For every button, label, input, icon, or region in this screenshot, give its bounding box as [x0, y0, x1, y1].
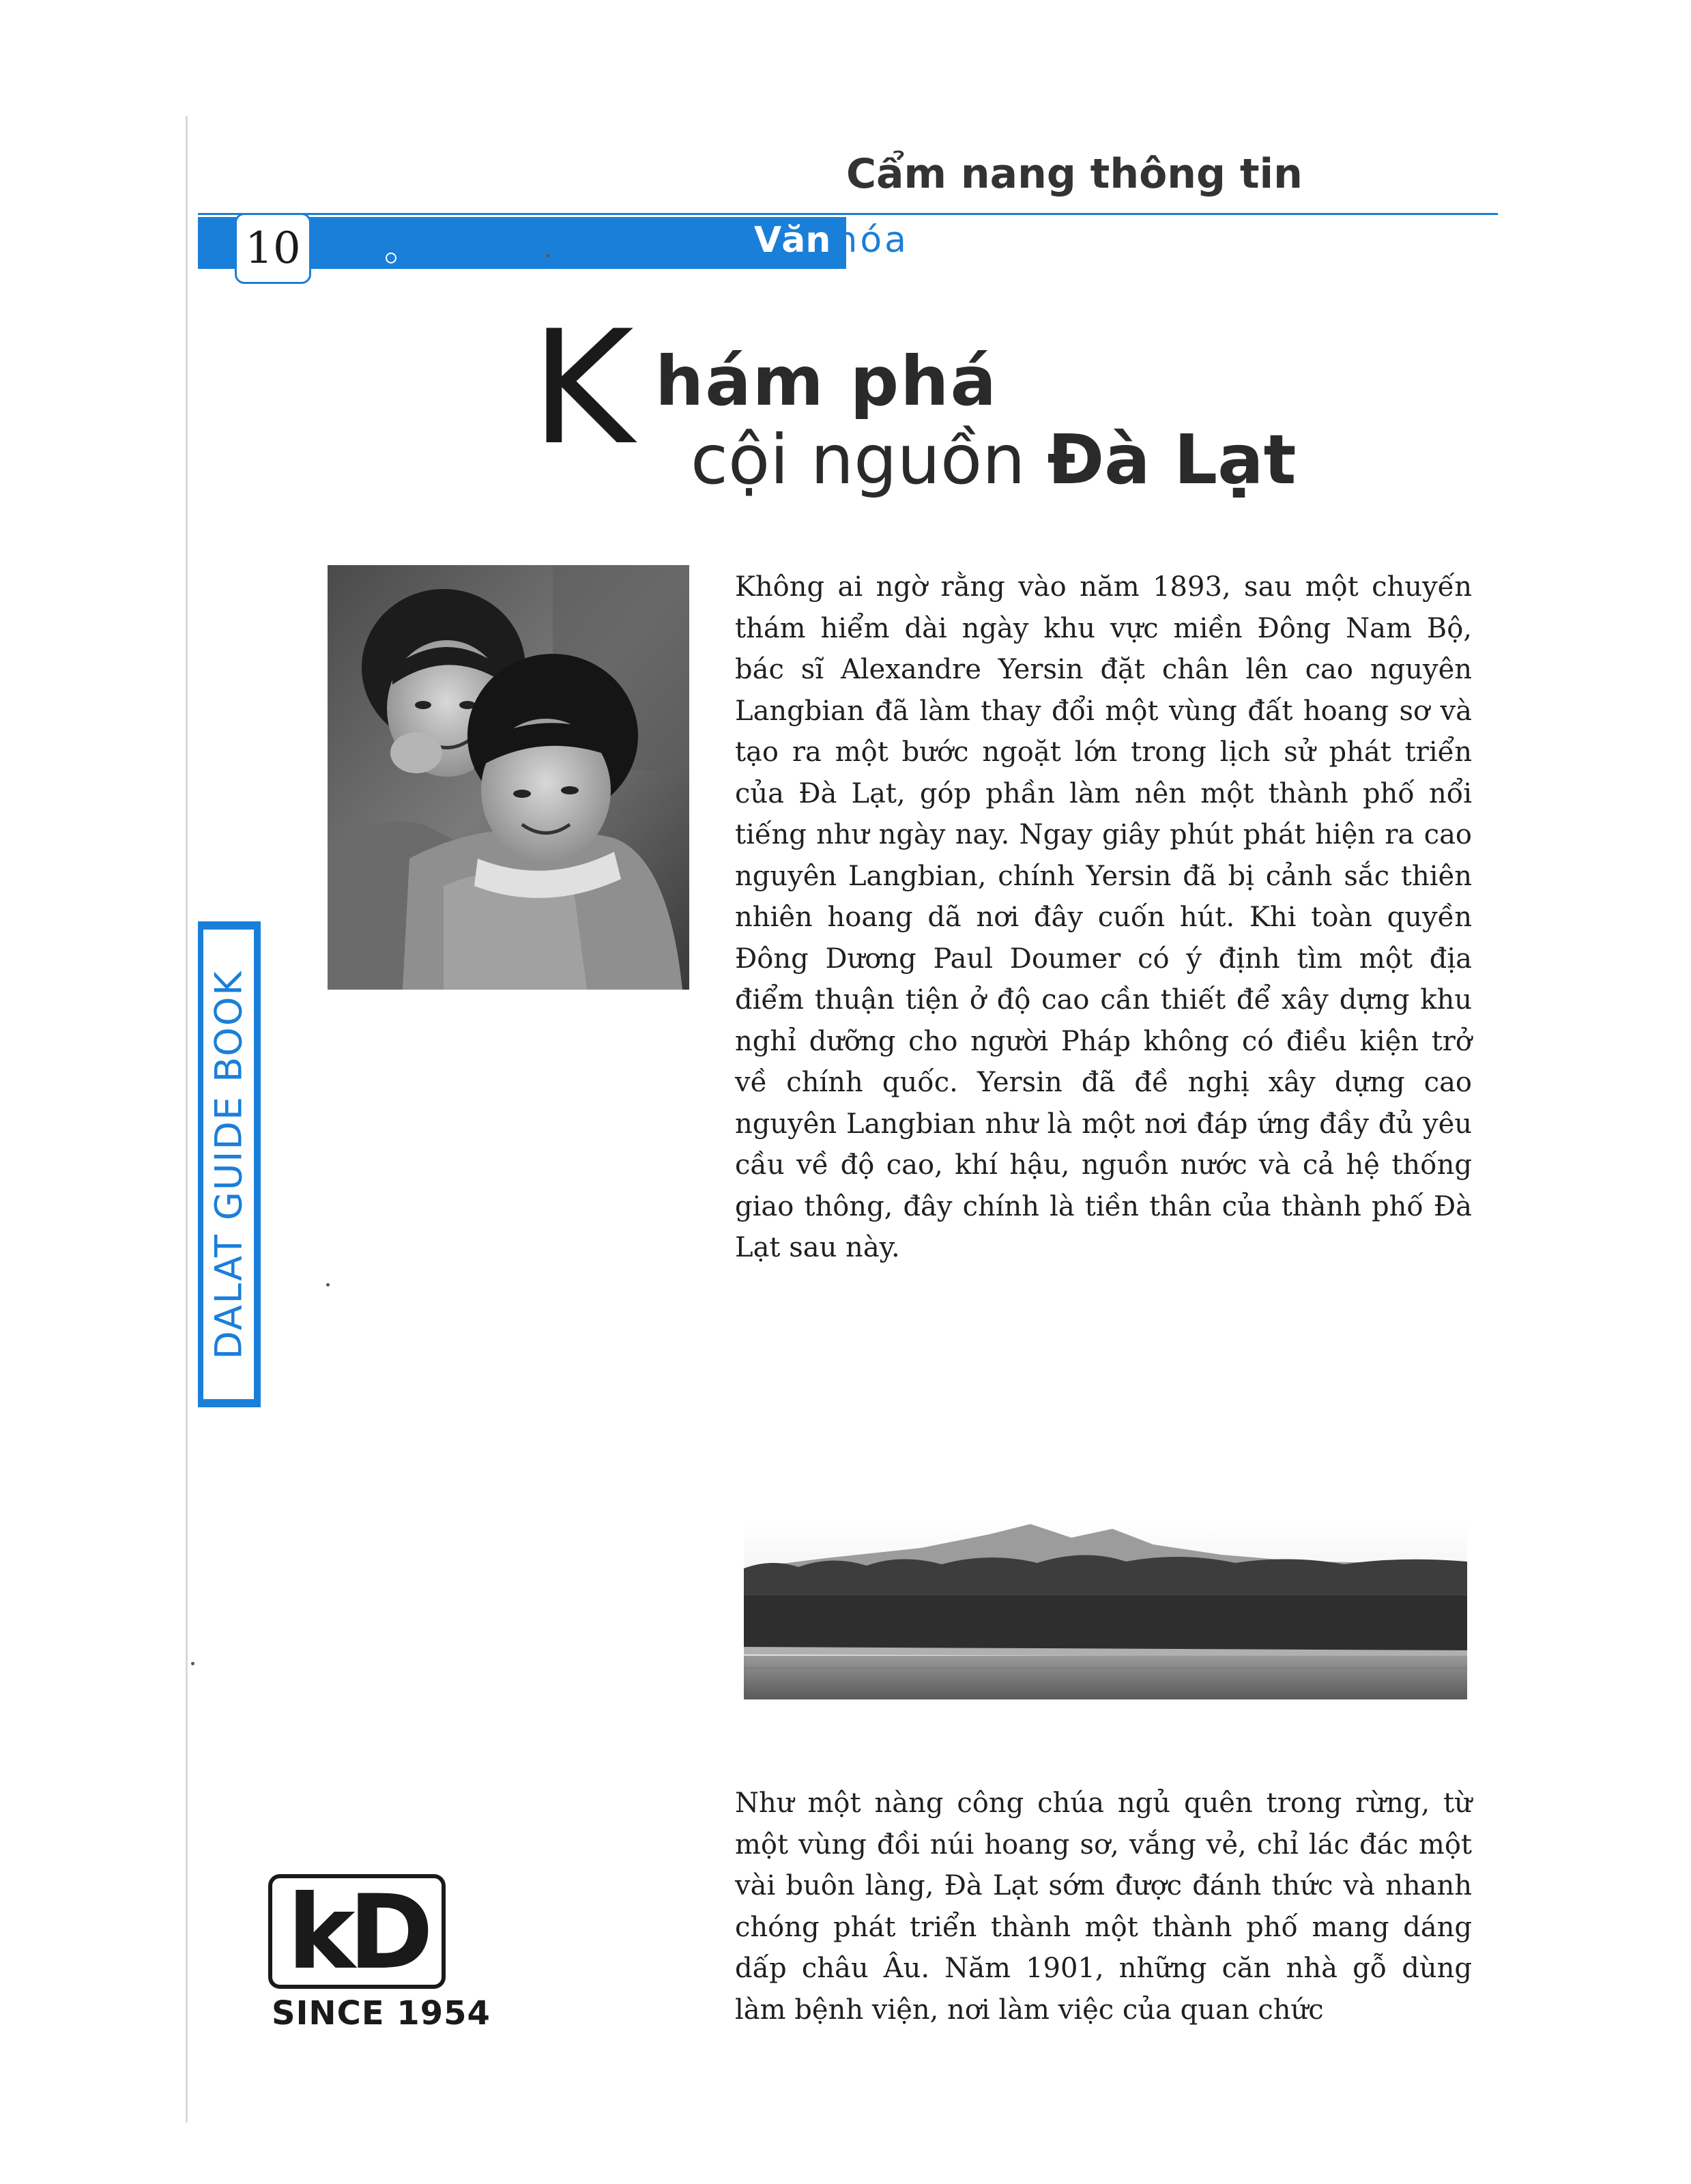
scan-speck: [326, 1283, 330, 1287]
section-label: [754, 220, 909, 261]
scan-speck: [191, 1662, 194, 1665]
article-paragraph-2: Như một nàng công chúa ngủ quên trong rừng, từ một vùng đồi núi hoang sơ, vắng vẻ, chỉ lác đác một vài buôn làng, Đà Lạt sớm được đánh thức và nhanh chóng phát triển thành một thành phố mang dáng dấp châu Âu. Năm 1901, những căn nhà gỗ dùng làm bệnh viện, nơi làm việc của quan chức: [735, 1787, 1472, 2026]
scan-speck: [546, 254, 549, 257]
photo-landscape: [744, 1521, 1467, 1699]
article-paragraph-1: Không ai ngờ rằng vào năm 1893, sau một chuyến thám hiểm dài ngày khu vực miền Đông Nam Bộ, bác sĩ Alexandre Yersin đặt chân lên cao nguyên Langbian đã làm thay đổi một vùng đất hoang sơ và tạo ra một bước ngoặt lớn trong lịch sử phát triển của Đà Lạt, góp phần làm nên một thành phố nổi tiếng như ngày nay. Ngay giây phút phát hiện ra cao nguyên Langbian, chính Yersin đã bị cảnh sắc thiên nhiên hoang dã nơi đây cuốn hút. Khi toàn quyền Đông Dương Paul Doumer có ý định tìm một địa điểm thuận tiện ở độ cao cần thiết để xây dựng khu nghỉ dưỡng cho người Pháp không có điều kiện trở về chính quốc. Yersin đã đề nghị xây dựng cao nguyên Langbian như là một nơi đáp ứng đầy đủ yêu cầu về độ cao, khí hậu, nguồn nước và cả hệ thống giao thông, đây chính là tiền thân của thành phố Đà Lạt sau này.: [735, 571, 1472, 1263]
title-line2-light: cội nguồn: [691, 420, 1026, 500]
page-number: 10: [235, 213, 311, 284]
side-label-frame: [198, 921, 261, 1407]
header-rule: [198, 213, 1498, 215]
title-line2: [691, 420, 1296, 500]
band-dot: [386, 253, 396, 263]
title-initial: K: [531, 298, 634, 480]
header-title: Cẩm nang thông tin: [846, 150, 1303, 198]
side-label-box: [203, 930, 254, 1399]
logo-mark: kD: [287, 1873, 427, 1989]
section-label-bold: Văn: [754, 220, 831, 261]
photo-children: [328, 565, 689, 990]
title-line1: hám phá: [655, 341, 998, 421]
side-label-text: DALAT GUIDE BOOK: [207, 969, 250, 1360]
title-line2-bold: Đà Lạt: [1047, 420, 1297, 500]
logo-tagline: SINCE 1954: [272, 1994, 491, 2032]
page-spine-line: [186, 116, 188, 2123]
publisher-logo: [268, 1873, 446, 1989]
section-label-rest: hóa: [835, 220, 909, 261]
